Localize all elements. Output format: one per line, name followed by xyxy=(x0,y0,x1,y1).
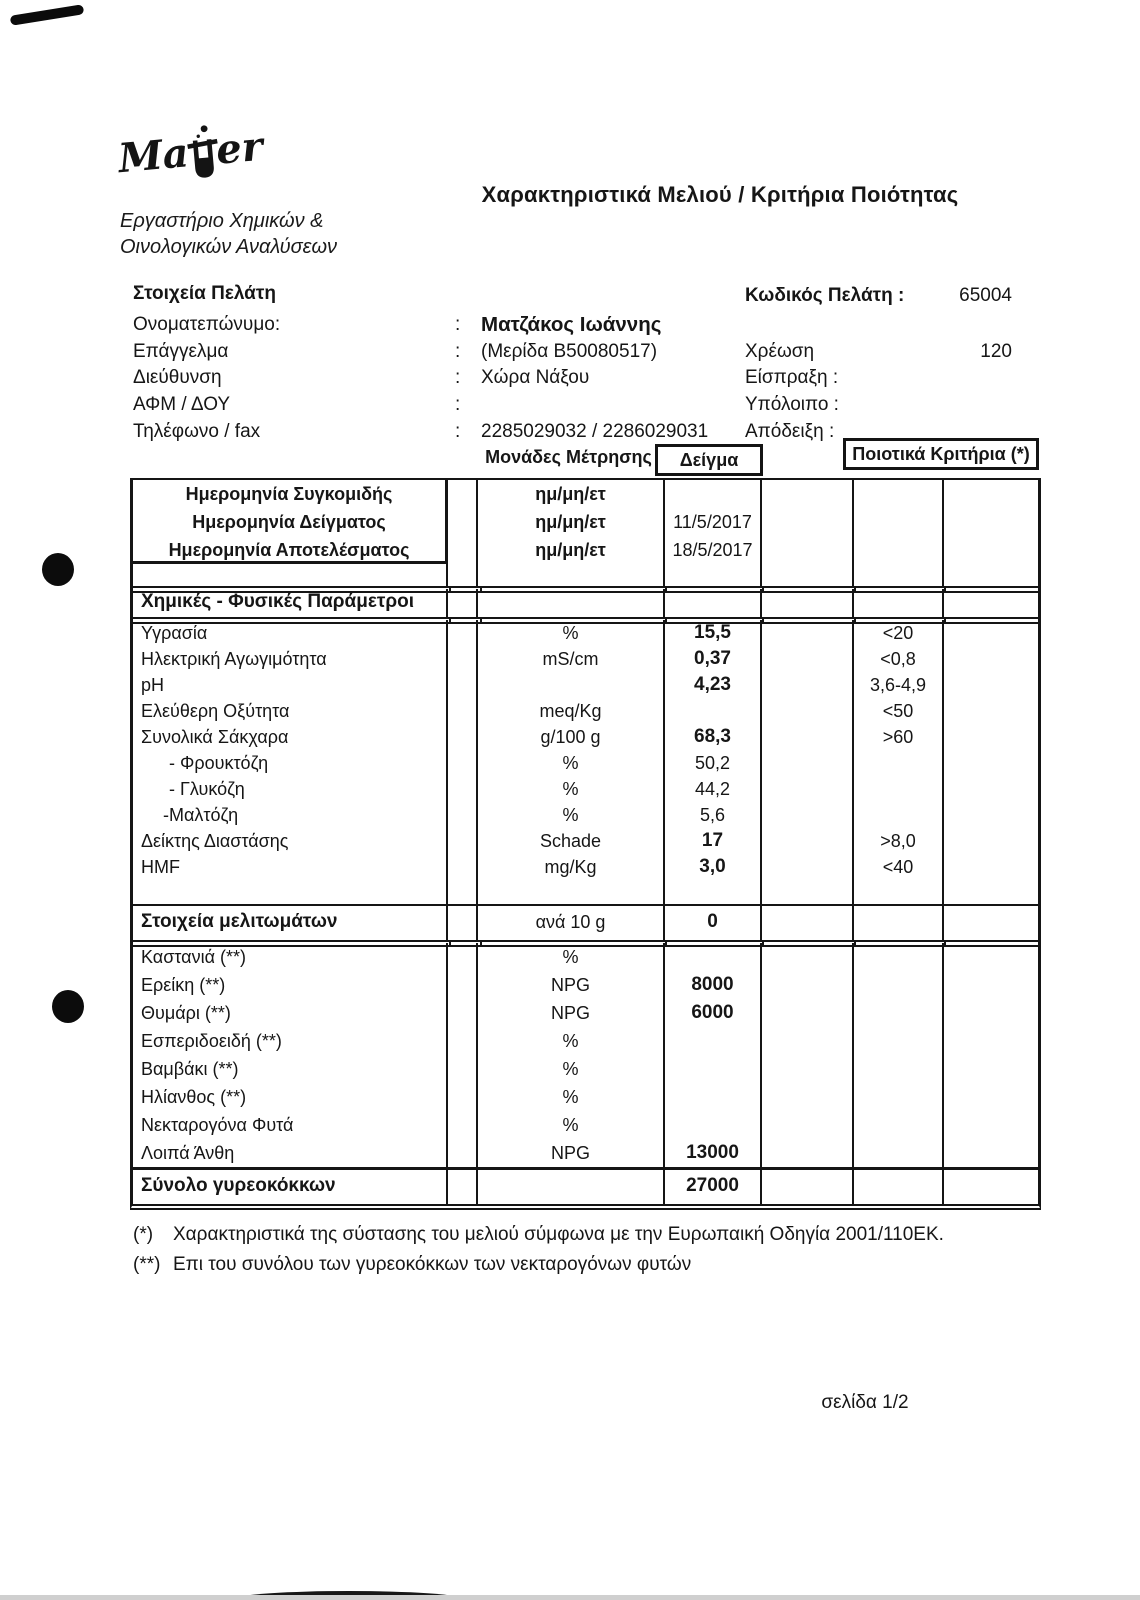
row-criteria-value: <40 xyxy=(854,854,944,880)
section-header-honeydew xyxy=(133,904,1038,940)
row-units: mS/cm xyxy=(478,646,665,672)
report-title: Χαρακτηριστικά Μελιού / Κριτήρια Ποιότητας xyxy=(481,182,959,207)
table-row-ph xyxy=(133,672,1038,698)
total-sample-value: 27000 xyxy=(665,1170,762,1204)
row-label: Ηλίανθος (**) xyxy=(133,1083,448,1111)
row-label: Δείκτης Διαστάσης xyxy=(133,828,448,854)
customer-row-phone xyxy=(133,418,708,445)
table-row-cotton xyxy=(133,1055,1038,1083)
customer-value: Χώρα Νάξου xyxy=(481,367,590,389)
row-sample-value: 18/5/2017 xyxy=(665,536,762,564)
row-label: Βαμβάκι (**) xyxy=(133,1055,448,1083)
row-label: pH xyxy=(133,672,448,698)
row-units: NPG xyxy=(478,971,665,999)
customer-row-profession xyxy=(133,339,708,366)
row-units: % xyxy=(478,1083,665,1111)
row-units: % xyxy=(478,620,665,646)
row-units: ημ/μη/ετ xyxy=(478,480,665,508)
row-sample-value: 3,0 xyxy=(665,854,762,880)
customer-row-vat xyxy=(133,392,708,419)
row-label: - Γλυκόζη xyxy=(133,776,448,802)
account-row-code xyxy=(745,283,1012,310)
customer-label: Ονοματεπώνυμο: xyxy=(133,314,281,336)
row-sample-value: 13000 xyxy=(665,1139,762,1167)
table-row-hmf xyxy=(133,854,1038,880)
customer-label: ΑΦΜ / ΔΟΥ xyxy=(133,394,231,416)
table-row-maltose xyxy=(133,802,1038,828)
total-label: Σύνολο γυρεοκόκκων xyxy=(133,1170,448,1204)
row-units: % xyxy=(478,776,665,802)
scan-artifact-mark xyxy=(10,4,85,25)
row-criteria-value: <50 xyxy=(854,698,944,724)
row-units: % xyxy=(478,750,665,776)
table-row-total-pollen xyxy=(133,1167,1038,1204)
charge-label: Χρέωση xyxy=(745,340,815,362)
section-title: Στοιχεία μελιτωμάτων xyxy=(133,906,448,940)
hole-punch-dot-bottom xyxy=(52,990,84,1023)
footnote-eu-directive xyxy=(133,1220,944,1250)
row-criteria-value: >60 xyxy=(854,724,944,750)
customer-row-address xyxy=(133,365,708,392)
table-row-moisture xyxy=(133,620,1038,646)
row-units: % xyxy=(478,802,665,828)
footnote-text: Χαρακτηριστικά της σύστασης του μελιού σύμφωνα με την Ευρωπαική Οδηγία 2001/110ΕΚ. xyxy=(173,1224,944,1245)
row-sample-value xyxy=(665,1055,762,1083)
section-sample-value: 0 xyxy=(665,906,762,940)
column-header-sample: Δείγμα xyxy=(655,444,763,476)
row-sample-value xyxy=(665,1111,762,1139)
row-units: % xyxy=(478,1111,665,1139)
customer-heading: Στοιχεία Πελάτη xyxy=(133,283,276,304)
balance-label: Υπόλοιπο : xyxy=(745,394,839,416)
table-spacer-row xyxy=(133,564,1038,586)
row-label: Νεκταρογόνα Φυτά xyxy=(133,1111,448,1139)
customer-value: 2285029032 / 2286029031 xyxy=(481,420,709,442)
customer-row-name xyxy=(133,312,708,339)
row-criteria-value: 3,6-4,9 xyxy=(854,672,944,698)
customer-code-value: 65004 xyxy=(959,285,1012,307)
lab-subtitle-line1: Εργαστήριο Χημικών & xyxy=(120,210,324,232)
table-spacer-row xyxy=(133,880,1038,904)
row-sample-value xyxy=(665,698,762,724)
scan-edge-band xyxy=(0,1595,1140,1600)
row-units: mg/Kg xyxy=(478,854,665,880)
logo-text-right: er xyxy=(214,122,265,174)
row-label: Συνολικά Σάκχαρα xyxy=(133,724,448,750)
table-row-chestnut xyxy=(133,943,1038,971)
row-label: -Μαλτόζη xyxy=(133,802,448,828)
row-sample-value: 17 xyxy=(665,828,762,854)
row-sample-value xyxy=(665,1083,762,1111)
section-header-chemical xyxy=(133,589,1038,617)
row-units: Schade xyxy=(478,828,665,854)
section-title: Χημικές - Φυσικές Παράμετροι xyxy=(133,589,448,617)
lab-subtitle-line2: Οινολογικών Αναλύσεων xyxy=(120,236,338,258)
row-label: Λοιπά Άνθη xyxy=(133,1139,448,1167)
row-criteria-value: <0,8 xyxy=(854,646,944,672)
lab-subtitle xyxy=(120,208,337,260)
row-criteria-value: <20 xyxy=(854,620,944,646)
customer-label: Τηλέφωνο / fax xyxy=(133,420,261,442)
column-header-criteria: Ποιοτικά Κριτήρια (*) xyxy=(843,438,1039,470)
table-row-sunflower xyxy=(133,1083,1038,1111)
row-units: g/100 g xyxy=(478,724,665,750)
column-header-units: Μονάδες Μέτρησης xyxy=(485,447,652,467)
row-label: Ημερομηνία Αποτελέσματος xyxy=(133,536,448,564)
row-units: % xyxy=(478,943,665,971)
colon-separator: : xyxy=(455,367,461,389)
receipt-label: Είσπραξη : xyxy=(745,367,839,389)
account-row-charge xyxy=(745,339,1012,366)
row-criteria-value xyxy=(854,802,944,828)
colon-separator: : xyxy=(455,340,461,362)
hole-punch-dot-top xyxy=(42,553,74,586)
row-label: Ελεύθερη Οξύτητα xyxy=(133,698,448,724)
row-sample-value: 15,5 xyxy=(665,620,762,646)
customer-value: (Μερίδα B50080517) xyxy=(481,340,658,362)
table-row-thyme xyxy=(133,999,1038,1027)
row-sample-value: 8000 xyxy=(665,971,762,999)
row-label: Καστανιά (**) xyxy=(133,943,448,971)
table-row-result-date xyxy=(133,536,1038,564)
row-units: % xyxy=(478,1055,665,1083)
matter-logo xyxy=(116,120,265,182)
row-units: ημ/μη/ετ xyxy=(478,508,665,536)
row-label: Ερείκη (**) xyxy=(133,971,448,999)
row-units: % xyxy=(478,1027,665,1055)
table-row-fructose xyxy=(133,750,1038,776)
table-row-conductivity xyxy=(133,646,1038,672)
row-sample-value: 6000 xyxy=(665,999,762,1027)
footnote-marker: (**) xyxy=(133,1254,161,1275)
customer-label: Διεύθυνση xyxy=(133,367,222,389)
row-criteria-value xyxy=(854,776,944,802)
row-sample-value: 68,3 xyxy=(665,724,762,750)
row-units: meq/Kg xyxy=(478,698,665,724)
customer-name-value: Ματζάκος Ιωάννης xyxy=(481,313,662,337)
row-sample-value xyxy=(665,943,762,971)
table-row-citrus xyxy=(133,1027,1038,1055)
proof-label: Απόδειξη : xyxy=(745,420,835,442)
row-sample-value xyxy=(665,480,762,508)
footnote-pollen-basis xyxy=(133,1250,944,1280)
row-units xyxy=(478,672,665,698)
table-row-heather xyxy=(133,971,1038,999)
customer-code-label: Κωδικός Πελάτη : xyxy=(745,285,905,307)
table-row-other-flowers xyxy=(133,1139,1038,1167)
colon-separator: : xyxy=(455,314,461,336)
account-row-balance xyxy=(745,392,1012,419)
charge-value: 120 xyxy=(980,340,1012,362)
colon-separator: : xyxy=(455,420,461,442)
table-row-total-sugars xyxy=(133,724,1038,750)
footnotes-block xyxy=(133,1220,944,1280)
table-row-diastase xyxy=(133,828,1038,854)
row-label: Υγρασία xyxy=(133,620,448,646)
table-row-nectar-plants xyxy=(133,1111,1038,1139)
customer-label: Επάγγελμα xyxy=(133,340,229,362)
row-label: Εσπεριδοειδή (**) xyxy=(133,1027,448,1055)
table-row-free-acidity xyxy=(133,698,1038,724)
colon-separator: : xyxy=(455,394,461,416)
row-sample-value: 44,2 xyxy=(665,776,762,802)
row-label: Ημερομηνία Δείγματος xyxy=(133,508,448,536)
row-sample-value xyxy=(665,1027,762,1055)
row-label: HMF xyxy=(133,854,448,880)
row-sample-value: 11/5/2017 xyxy=(665,508,762,536)
table-row-glucose xyxy=(133,776,1038,802)
row-sample-value: 5,6 xyxy=(665,802,762,828)
row-criteria-value xyxy=(854,750,944,776)
page-number: σελίδα 1/2 xyxy=(821,1392,909,1413)
row-label: Ηλεκτρική Αγωγιμότητα xyxy=(133,646,448,672)
row-label: - Φρουκτόζη xyxy=(133,750,448,776)
table-row-sample-date xyxy=(133,508,1038,536)
row-units: NPG xyxy=(478,999,665,1027)
row-sample-value: 4,23 xyxy=(665,672,762,698)
account-row-receipt xyxy=(745,365,1012,392)
row-sample-value: 50,2 xyxy=(665,750,762,776)
footnote-text: Επι του συνόλου των γυρεοκόκκων των νεκταρογόνων φυτών xyxy=(173,1254,692,1275)
account-details-block xyxy=(745,283,1012,445)
logo-text-left: Ma xyxy=(116,129,191,183)
row-label: Θυμάρι (**) xyxy=(133,999,448,1027)
table-row-harvest-date xyxy=(133,480,1038,508)
section-units: ανά 10 g xyxy=(478,906,665,940)
row-units: NPG xyxy=(478,1139,665,1167)
results-table xyxy=(130,478,1041,1210)
customer-details-block xyxy=(133,283,708,445)
row-label: Ημερομηνία Συγκομιδής xyxy=(133,480,448,508)
footnote-marker: (*) xyxy=(133,1224,154,1245)
row-sample-value: 0,37 xyxy=(665,646,762,672)
row-criteria-value: >8,0 xyxy=(854,828,944,854)
row-units: ημ/μη/ετ xyxy=(478,536,665,564)
